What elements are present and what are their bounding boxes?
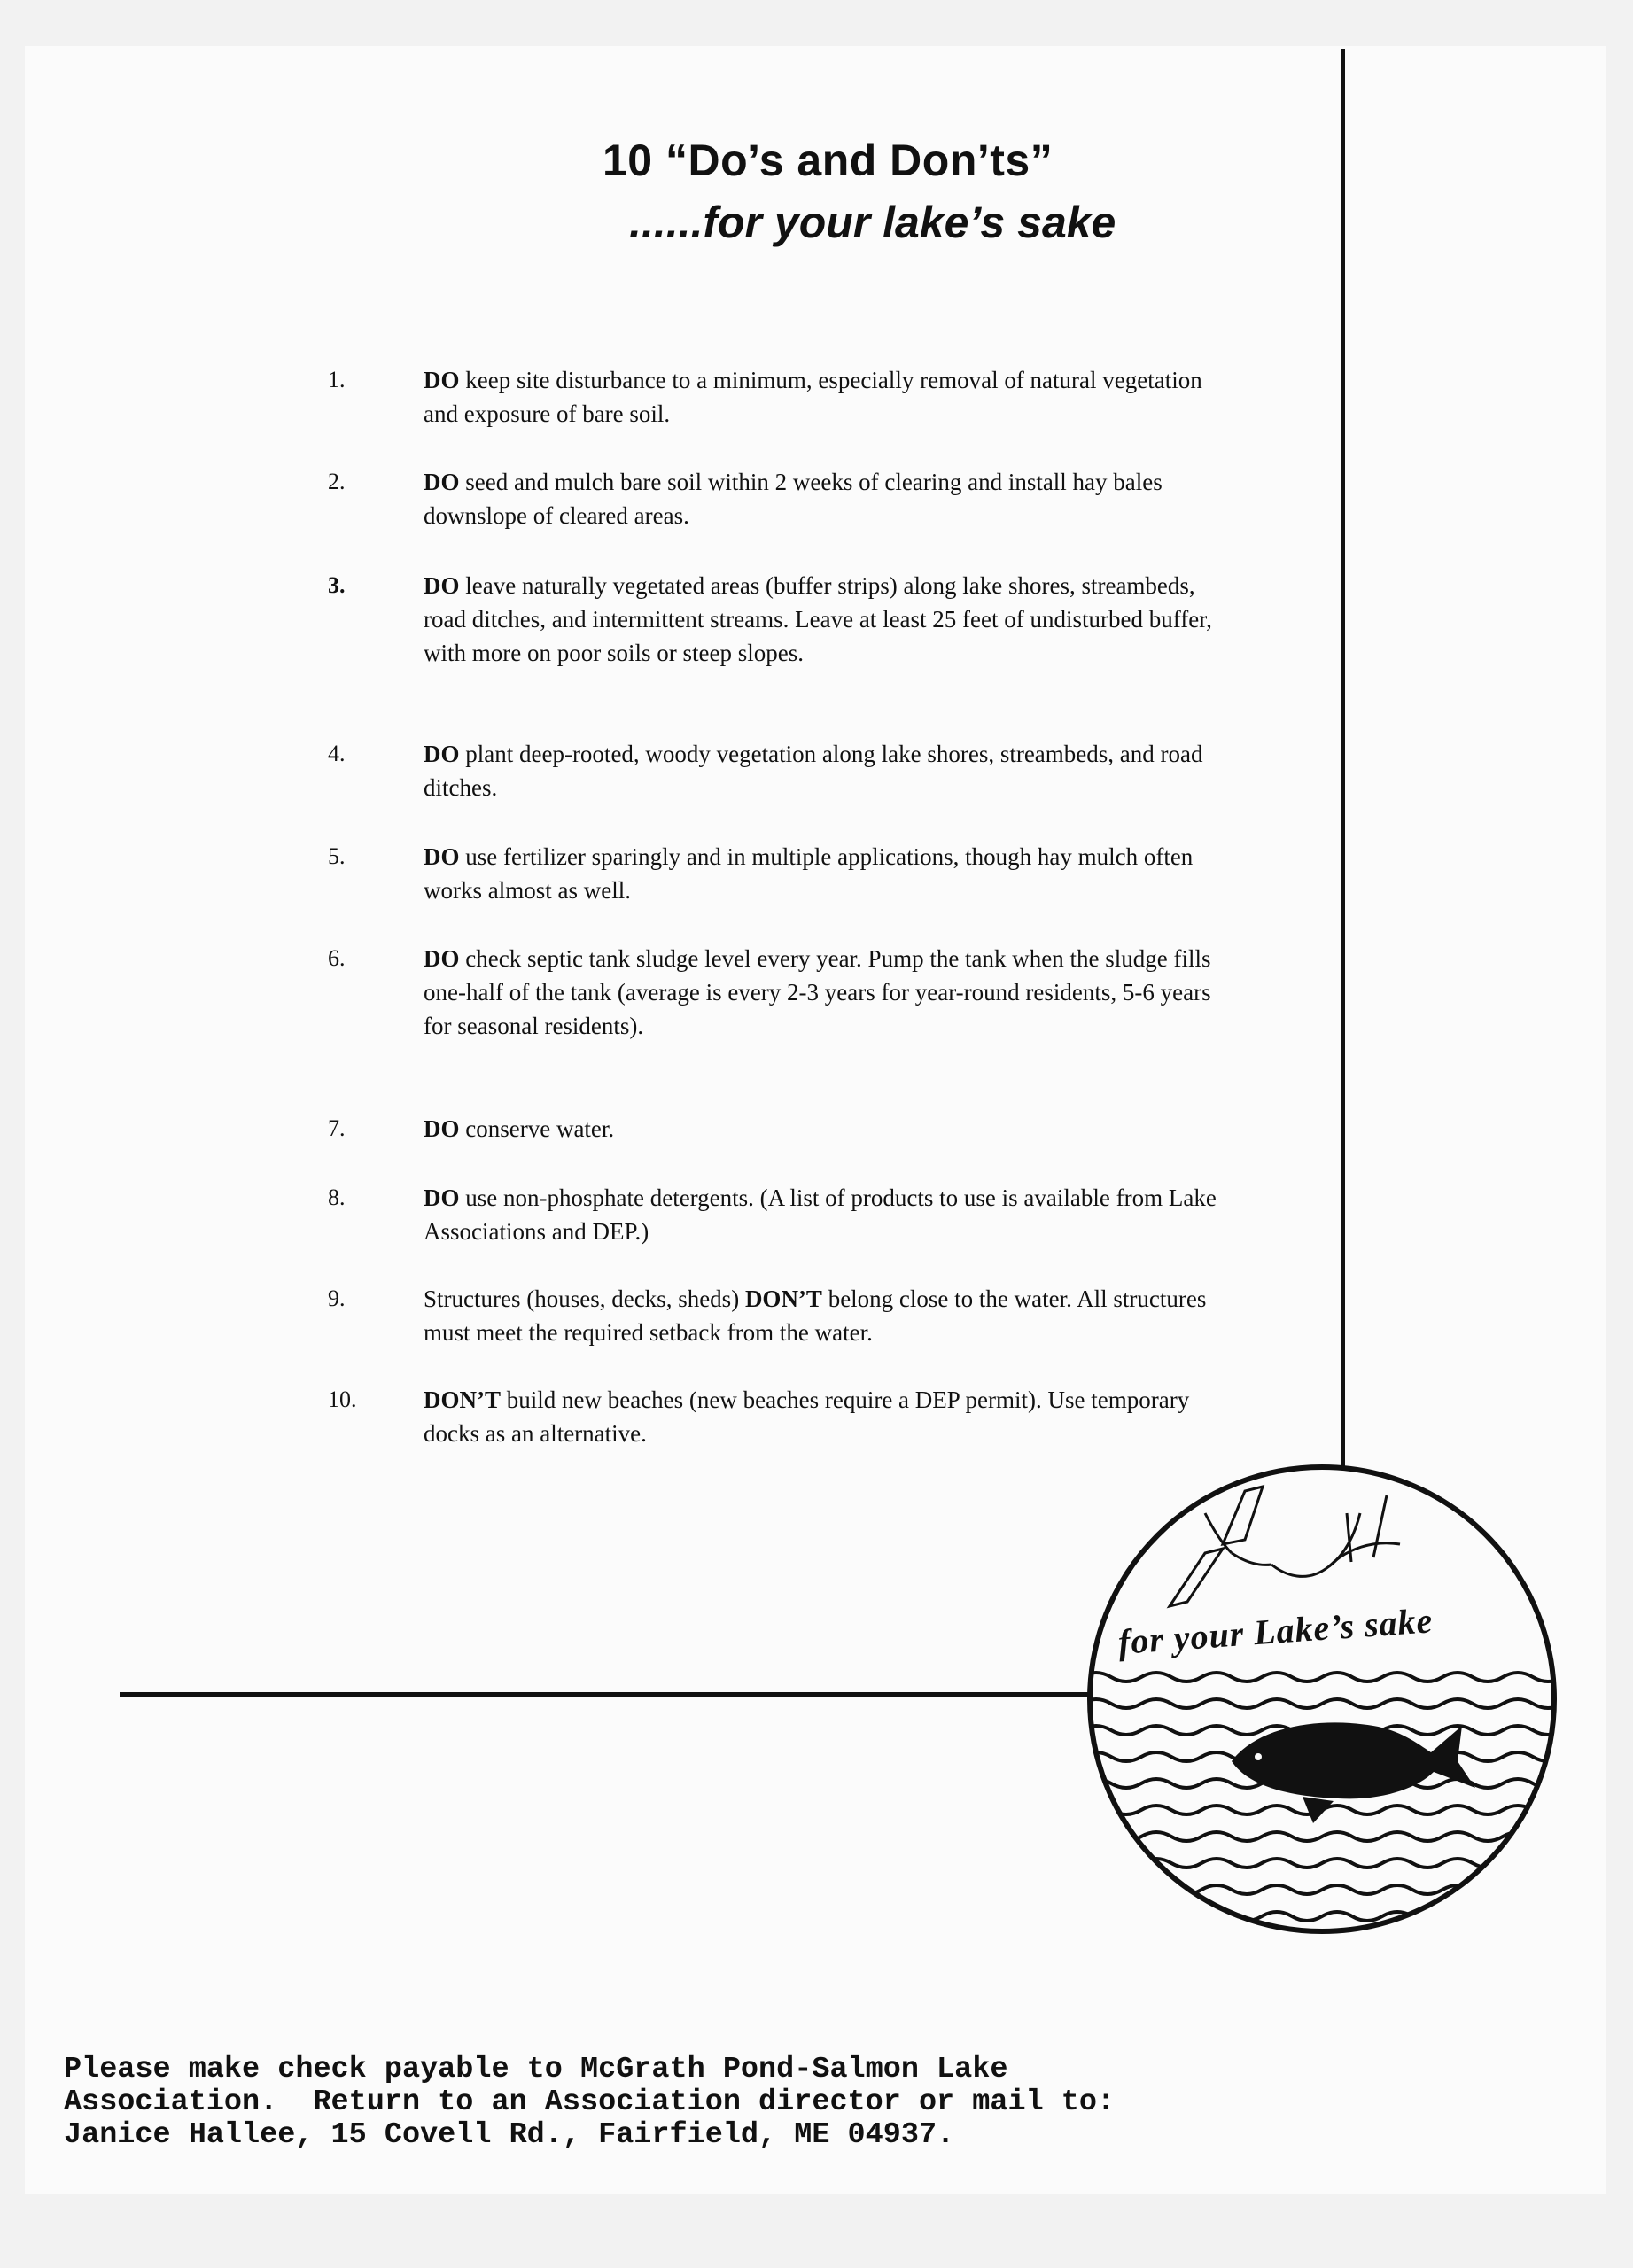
item-text: [424, 737, 1221, 804]
item-keyword: DO: [424, 843, 460, 870]
item-number: 8.: [328, 1184, 346, 1210]
item-pre: Structures (houses, decks, sheds): [424, 1285, 745, 1312]
item-text: [424, 1282, 1221, 1349]
footer-line: Association. Return to an Association director or mail to:: [64, 2085, 1116, 2119]
item-keyword: DO: [424, 1184, 460, 1211]
item-keyword: DO: [424, 1115, 460, 1142]
item-text: [424, 1112, 1221, 1146]
item-number: 9.: [328, 1285, 346, 1311]
item-number: 5.: [328, 843, 346, 869]
item-text: [424, 1181, 1221, 1248]
item-text: [424, 465, 1221, 532]
item-body: conserve water.: [459, 1115, 615, 1142]
item-body: check septic tank sludge level every year. Pump the tank when the sludge fills one-half of the tank (average is every 2-3 years for year-round residents, 5-6 years for seasonal residents).: [424, 945, 1211, 1039]
item-body: use non-phosphate detergents. (A list of products to use is available from Lake Associations and DEP.): [424, 1184, 1217, 1245]
item-body: leave naturally vegetated areas (buffer strips) along lake shores, streambeds, road ditches, and intermittent streams. Leave at least 25 feet of undisturbed buffer, with more on poor soils or steep slopes.: [424, 572, 1212, 666]
footer-line: Please make check payable to McGrath Pond-Salmon Lake: [64, 2053, 1008, 2086]
logo-caption: for your Lake’s sake: [1116, 1600, 1435, 1662]
item-text: [424, 569, 1221, 670]
footer-line: Janice Hallee, 15 Covell Rd., Fairfield, ME 04937.: [64, 2118, 955, 2152]
page-subtitle: ......for your lake’s sake: [629, 198, 1116, 247]
item-text: [424, 363, 1221, 431]
item-keyword: DO: [424, 945, 460, 972]
item-number: 2.: [328, 469, 346, 494]
item-keyword: DO: [424, 469, 460, 495]
item-keyword: DON’T: [744, 1285, 822, 1312]
item-body: use fertilizer sparingly and in multiple applications, though hay mulch often works almost as well.: [424, 843, 1194, 904]
item-keyword: DON’T: [424, 1386, 501, 1413]
item-body: keep site disturbance to a minimum, especially removal of natural vegetation and exposure of bare soil.: [424, 367, 1202, 427]
item-number: 3.: [328, 572, 346, 598]
item-number: 7.: [328, 1115, 346, 1141]
item-body: plant deep-rooted, woody vegetation along lake shores, streambeds, and road ditches.: [424, 741, 1203, 801]
item-text: [424, 840, 1221, 907]
item-keyword: DO: [424, 367, 460, 393]
item-number: 10.: [328, 1386, 357, 1412]
horizontal-divider: [120, 1692, 1103, 1697]
item-number: 4.: [328, 741, 346, 766]
mailing-instructions: [64, 2054, 1115, 2152]
item-body: belong close to the water. All structures must meet the required setback from the water.: [424, 1285, 1207, 1346]
item-keyword: DO: [424, 741, 460, 767]
vertical-divider: [1341, 49, 1345, 1555]
item-text: [424, 1383, 1221, 1450]
item-number: 1.: [328, 367, 346, 392]
item-number: 6.: [328, 945, 346, 971]
item-text: [424, 942, 1221, 1043]
item-body: seed and mulch bare soil within 2 weeks of clearing and install hay bales downslope of cleared areas.: [424, 469, 1163, 529]
item-keyword: DO: [424, 572, 460, 599]
lake-logo: [1081, 1460, 1564, 1938]
page-title: 10 “Do’s and Don’ts”: [603, 136, 1054, 185]
item-body: build new beaches (new beaches require a DEP permit). Use temporary docks as an alternative.: [424, 1386, 1190, 1447]
